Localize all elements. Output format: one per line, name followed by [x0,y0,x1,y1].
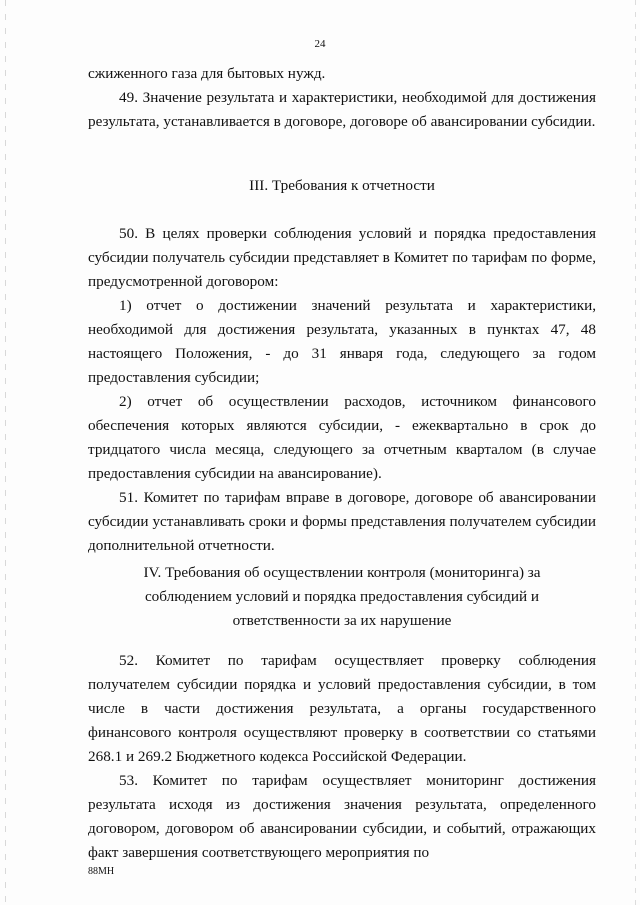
section-4-heading-line-3: ответственности за их нарушение [232,612,452,629]
paragraph-50: 50. В целях проверки соблюдения условий и порядка предоставления субсидии получатель субсидии представляет в Комитет по тарифам по форме, предусмотренной договором: [88,225,596,290]
section-3-heading: III. Требования к отчетности [249,177,435,194]
paragraph-continuation: сжиженного газа для бытовых нужд. [88,65,326,82]
paragraph-49: 49. Значение результата и характеристики, необходимой для достижения результата, устанавливается в договоре, договоре об авансировании субсидии. [88,89,596,130]
section-4-heading-line-1: IV. Требования об осуществлении контроля (мониторинга) за [143,564,541,581]
scan-edge-left [5,0,6,905]
paragraph-50-item-2: 2) отчет об осуществлении расходов, источником финансового обеспечения которых являются субсидии, - ежеквартально в срок до тридцатого числа месяца, следующего за отчетным кварталом (в случае предоставления субсидии на авансирование). [88,393,596,482]
paragraph-51: 51. Комитет по тарифам вправе в договоре, договоре об авансировании субсидии устанавливать сроки и формы представления получателем субсидии дополнительной отчетности. [88,489,596,554]
page-number: 24 [314,38,326,50]
paragraph-53: 53. Комитет по тарифам осуществляет мониторинг достижения результата исходя из достижения значения результата, определенного договором, договором об авансировании субсидии, и событий, отражающих факт завершения соответствующего мероприятия по [88,772,596,861]
section-3-heading-block [88,174,596,198]
section-4-paragraphs [88,649,596,865]
section-4-heading-line-2: соблюдением условий и порядка предоставления субсидий и [144,588,540,605]
section-3-paragraphs [88,222,596,558]
section-end-paragraphs [88,62,596,134]
paragraph-52: 52. Комитет по тарифам осуществляет проверку соблюдения получателем субсидии порядка и условий предоставления субсидии, в том числе в части достижения результата, а органы государственного финансового контроля осуществляют проверку в соответствии со статьями 268.1 и 269.2 Бюджетного кодекса Российской Федерации. [88,652,596,765]
paragraph-50-item-1: 1) отчет о достижении значений результата и характеристики, необходимой для достижения результата, указанных в пунктах 47, 48 настоящего Положения, - до 31 января года, следующего за годом предоставления субсидии; [88,297,596,386]
scan-edge-right [635,0,636,905]
section-4-heading-block [88,561,596,633]
footer-document-code: 88МН [88,866,115,877]
